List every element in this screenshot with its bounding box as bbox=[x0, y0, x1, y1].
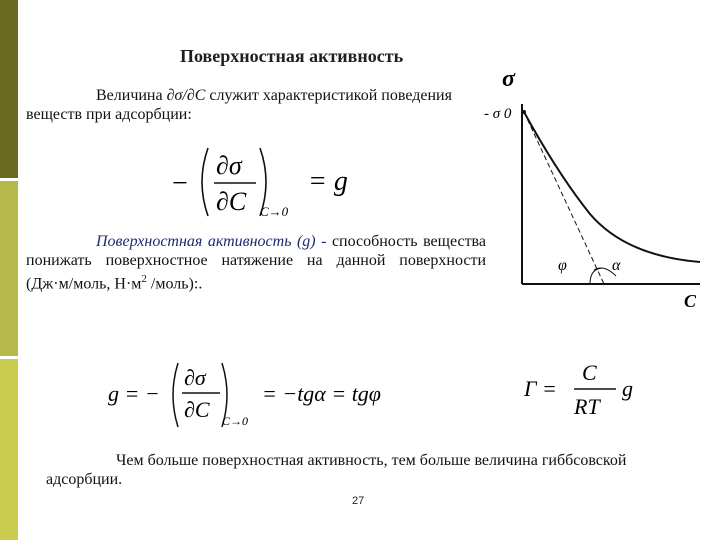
intro-paragraph bbox=[26, 86, 486, 124]
formula1-minus: − bbox=[172, 168, 188, 199]
page-title: Поверхностная активность bbox=[180, 46, 404, 66]
definition-tail: /моль):. bbox=[146, 275, 203, 293]
formula1-left-paren bbox=[202, 148, 208, 216]
left-stripe-light bbox=[0, 358, 18, 540]
stripe-divider bbox=[0, 178, 18, 181]
y-axis-label: σ bbox=[502, 66, 515, 92]
formula2-g-eq: g = − bbox=[108, 381, 160, 406]
isotherm-curve bbox=[524, 112, 700, 262]
formula2-left-paren bbox=[173, 363, 178, 427]
formula3-denominator: RT bbox=[574, 394, 600, 419]
conclusion-paragraph bbox=[46, 451, 686, 489]
formula-tangent bbox=[104, 355, 404, 435]
definition-text: способность вещества понижать поверхностное натяжение на данной поверхности (Дж·м/моль, Н·м bbox=[26, 233, 487, 293]
angle-phi-label: φ bbox=[558, 257, 567, 274]
intro-after: служит характеристикой поведения веществ при адсорбции: bbox=[26, 87, 452, 123]
formula1-subscript: C→0 bbox=[260, 204, 289, 219]
x-axis-label: C bbox=[684, 291, 697, 311]
formula2-numerator: ∂σ bbox=[184, 365, 206, 390]
y-intercept-label: - σ 0 bbox=[484, 106, 512, 122]
formula1-numerator: ∂σ bbox=[216, 151, 242, 180]
definition-sup: 2 bbox=[141, 273, 147, 285]
formula-gibbs-adsorption bbox=[522, 356, 652, 426]
intro-before: Величина bbox=[96, 87, 167, 104]
left-stripe-medium bbox=[0, 180, 18, 358]
formula2-denominator: ∂C bbox=[184, 397, 210, 422]
formula2-subscript: C→0 bbox=[222, 414, 249, 428]
conclusion-text: Чем больше поверхностная активность, тем больше величина гиббсовской адсорбции. bbox=[46, 452, 627, 488]
stripe-divider bbox=[0, 356, 18, 359]
page-number: 27 bbox=[352, 495, 365, 507]
intro-symbol: ∂σ/∂C bbox=[166, 87, 206, 104]
formula-surface-activity bbox=[160, 138, 400, 224]
formula3-rhs: g bbox=[622, 376, 633, 401]
formula3-lhs: Г = bbox=[524, 376, 557, 401]
definition-lead: Поверхностная активность (g) - bbox=[96, 233, 327, 250]
left-stripe-dark bbox=[0, 0, 18, 180]
formula3-numerator: C bbox=[582, 360, 597, 385]
angle-alpha-label: α bbox=[612, 257, 621, 274]
surface-tension-graph bbox=[478, 64, 708, 314]
formula1-rhs: = g bbox=[308, 166, 348, 197]
formula2-rhs: = −tgα = tgφ bbox=[262, 381, 381, 406]
formula1-denominator: ∂C bbox=[216, 187, 247, 216]
definition-paragraph bbox=[26, 232, 486, 293]
